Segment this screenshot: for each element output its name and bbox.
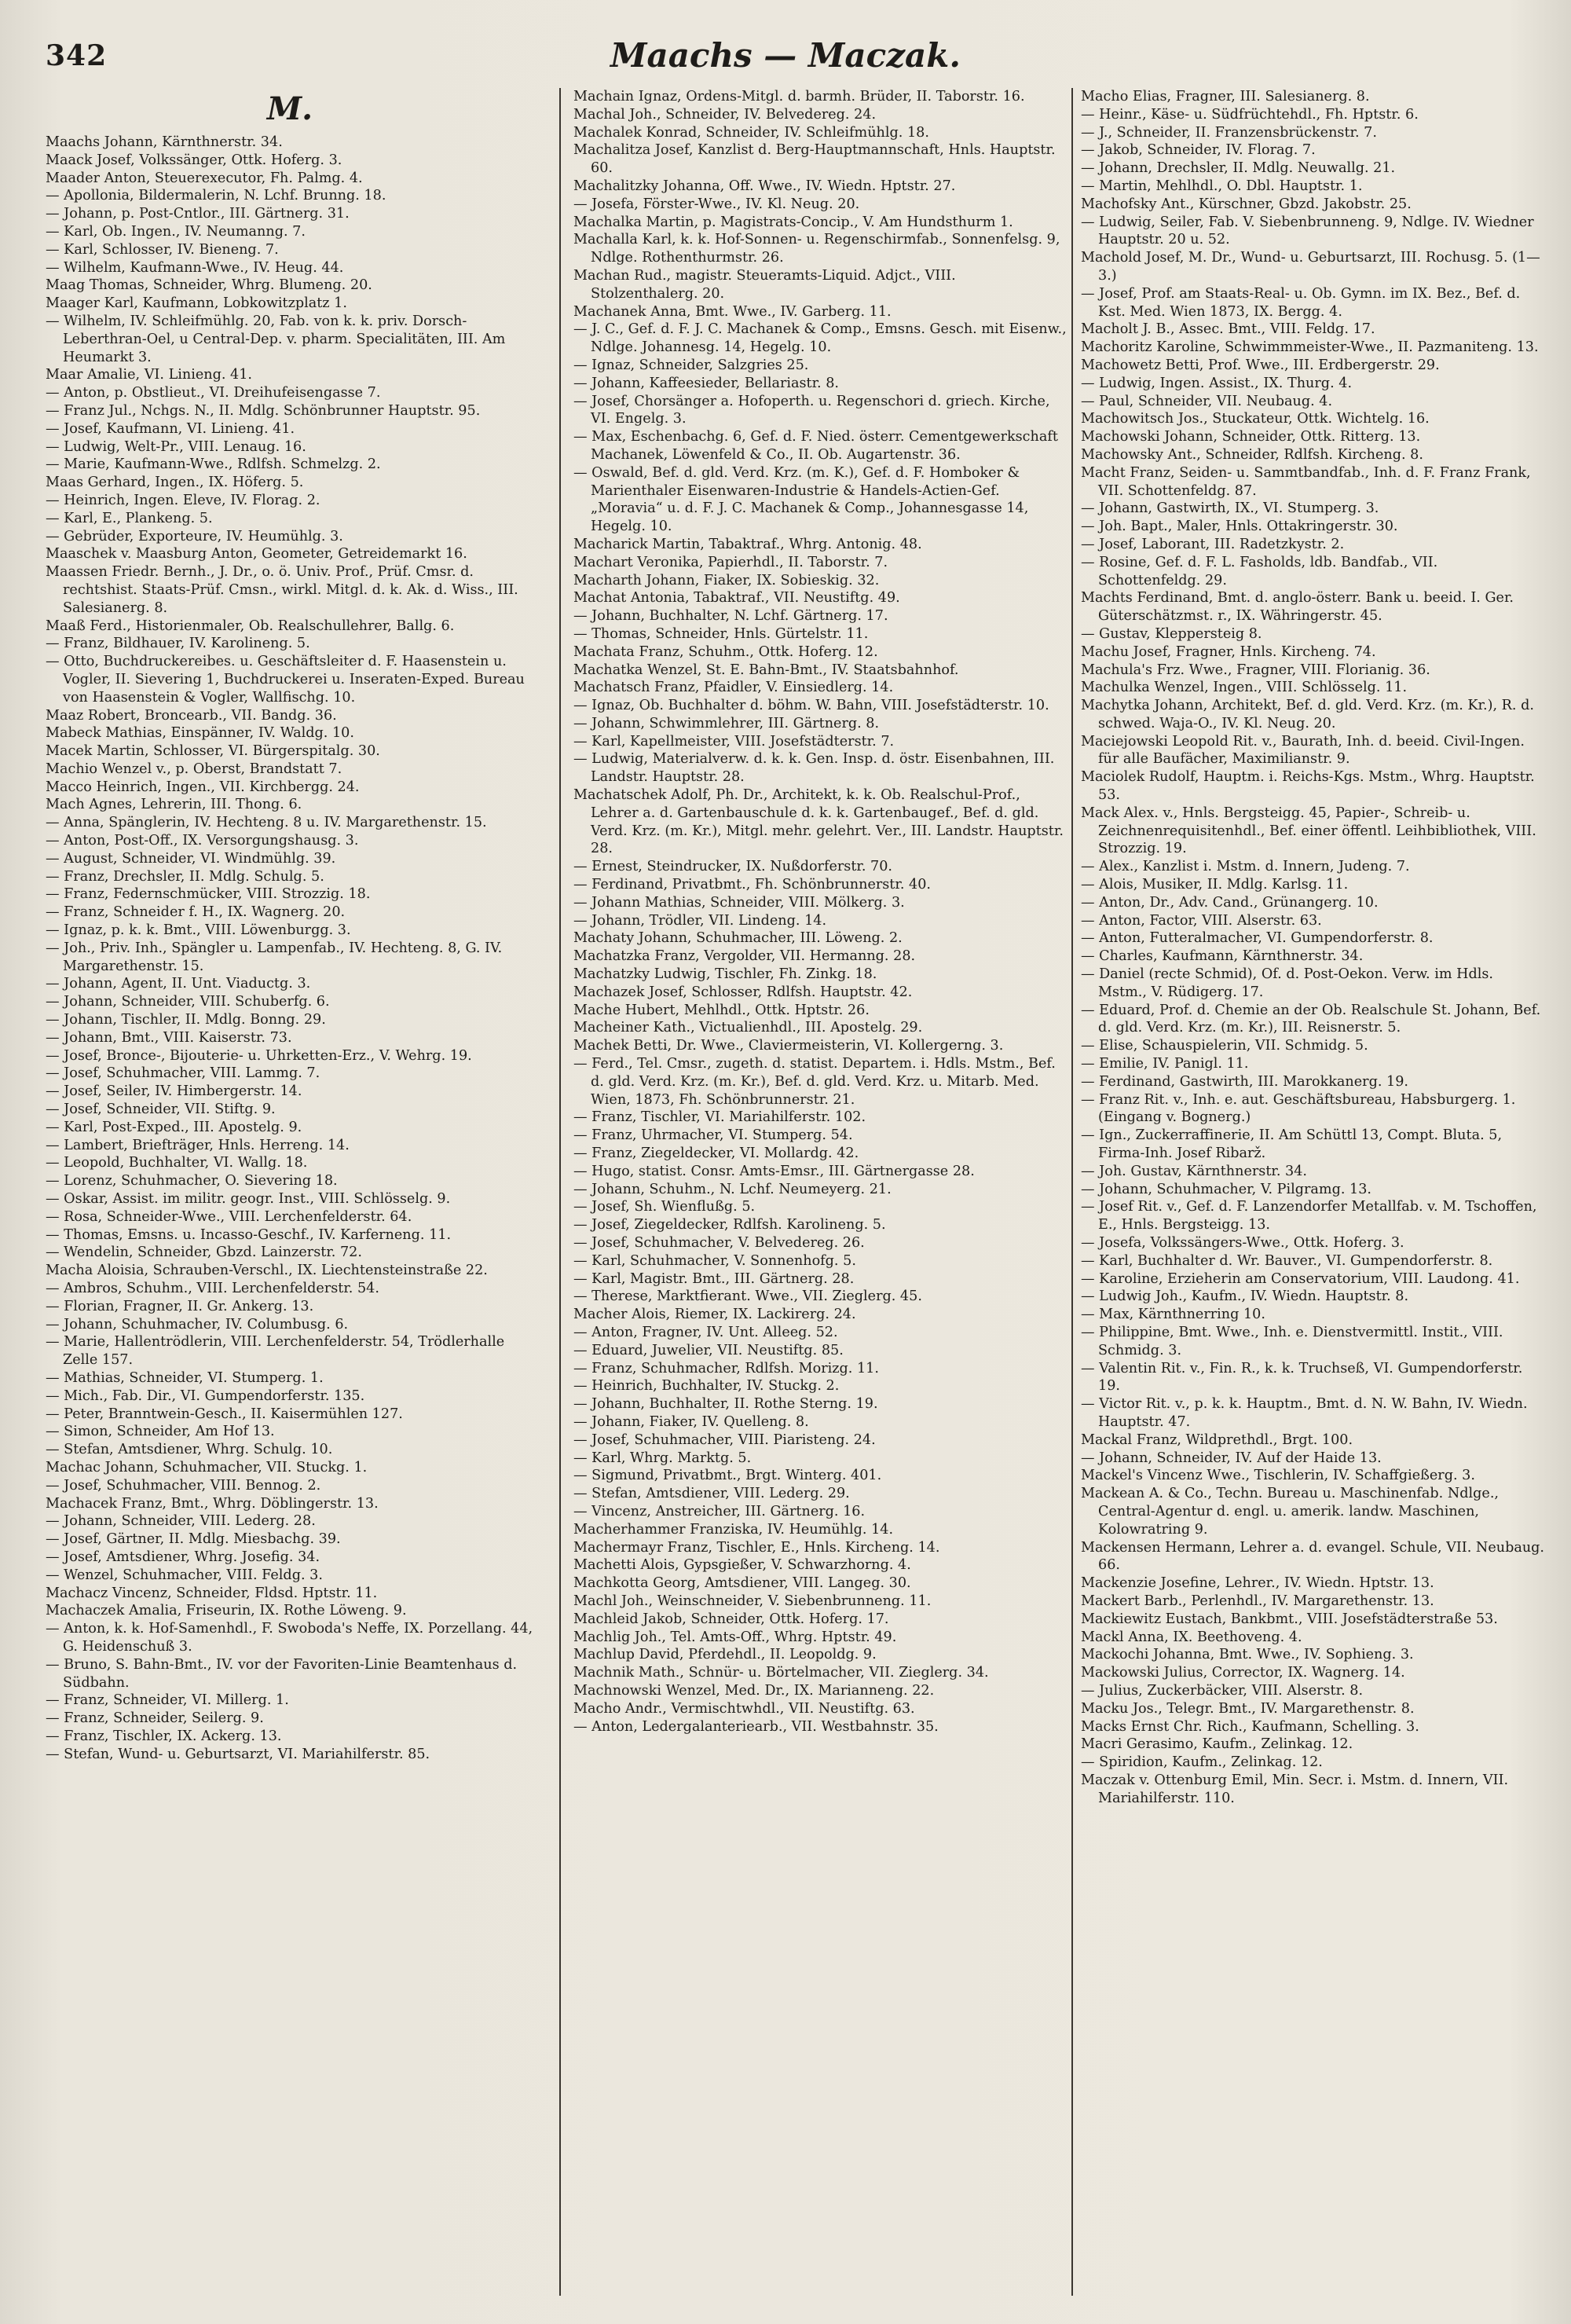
directory-entry: Machazek Josef, Schlosser, Rdlfsh. Hauptstr. 42. [573,984,913,1000]
directory-entry: — Mich., Fab. Dir., VI. Gumpendorferstr. 135. [46,1387,365,1404]
directory-entry: Mackl Anna, IX. Beethoveng. 4. [1081,1629,1302,1645]
directory-entry: — Wilhelm, Kaufmann-Wwe., IV. Heug. 44. [46,259,344,276]
directory-entry: Machowski Johann, Schneider, Ottk. Ritterg. 13. [1081,429,1421,445]
directory-entry: Machat Antonia, Tabaktraf., VII. Neustiftg. 49. [573,590,900,607]
directory-entry: Macco Heinrich, Ingen., VII. Kirchbergg. 24. [46,779,360,795]
directory-entry: — Anton, Fragner, IV. Unt. Alleeg. 52. [573,1324,838,1340]
directory-entry: Maaß Ferd., Historienmaler, Ob. Realschullehrer, Ballg. 6. [46,618,455,634]
directory-entry: Machacek Franz, Bmt., Whrg. Döblingerstr. 13. [46,1495,379,1512]
directory-entry: — Julius, Zuckerbäcker, VIII. Alserstr. 8. [1081,1682,1364,1699]
directory-entry: — Charles, Kaufmann, Kärnthnerstr. 34. [1081,948,1364,965]
directory-entry: — Johann, Schneider, VIII. Lederg. 28. [46,1513,316,1530]
directory-entry: — Alex., Kanzlist i. Mstm. d. Innern, Judeng. 7. [1081,859,1410,875]
directory-entry: — Karl, Magistr. Bmt., III. Gärtnerg. 28. [573,1270,855,1287]
directory-entry: — Josef, Laborant, III. Radetzkystr. 2. [1081,536,1345,552]
directory-entry: Machofsky Ant., Kürschner, Gbzd. Jakobstr. 25. [1081,196,1412,212]
directory-entry: Macharick Martin, Tabaktraf., Whrg. Antonig. 48. [573,536,922,552]
directory-entry: — Franz Rit. v., Inh. e. aut. Geschäftsbureau, Habsburgerg. 1. (Eingang v. Bognerg.) [1081,1091,1516,1126]
directory-entry: — Anton, Factor, VIII. Alserstr. 63. [1081,912,1322,929]
directory-entry: — Ferdinand, Privatbmt., Fh. Schönbrunnerstr. 40. [573,877,932,893]
directory-entry: Machold Josef, M. Dr., Wund- u. Geburtsarzt, III. Rochusg. 5. (1—3.) [1081,250,1540,284]
directory-entry: — Stefan, Amtsdiener, VIII. Lederg. 29. [573,1486,850,1502]
directory-entry: Macherhammer Franziska, IV. Heumühlg. 14. [573,1521,894,1538]
directory-entry: — Hugo, statist. Consr. Amts-Emsr., III. Gärtnergasse 28. [573,1163,975,1179]
directory-entry: — Josef, Kaufmann, VI. Linieng. 41. [46,420,295,437]
directory-entry: — Rosa, Schneider-Wwe., VIII. Lerchenfelderstr. 64. [46,1208,412,1225]
directory-entry: — Ferdinand, Gastwirth, III. Marokkanerg. 19. [1081,1073,1409,1090]
directory-entry: Macha Aloisia, Schrauben-Verschl., IX. Liechtensteinstraße 22. [46,1263,488,1279]
directory-entry: — Karl, Schlosser, IV. Bieneng. 7. [46,241,279,258]
directory-entry: — Victor Rit. v., p. k. k. Hauptm., Bmt. d. N. W. Bahn, IV. Wiedn. Hauptstr. 47. [1081,1396,1528,1430]
directory-entry: — Johann, Gastwirth, IX., VI. Stumperg. 3. [1081,500,1379,517]
directory-entry: Machalek Konrad, Schneider, IV. Schleifmühlg. 18. [573,124,929,141]
page-number: 342 [46,39,108,72]
directory-entry: — Ludwig, Ingen. Assist., IX. Thurg. 4. [1081,375,1353,391]
directory-entry: Mackert Barb., Perlenhdl., IV. Margarethenstr. 13. [1081,1593,1434,1609]
directory-entry: Machaczek Amalia, Friseurin, IX. Rothe Löweng. 9. [46,1603,407,1619]
directory-entry: — Ignaz, Schneider, Salzgries 25. [573,357,809,373]
directory-entry: — Anton, p. Obstlieut., VI. Dreihufeisengasse 7. [46,385,381,401]
directory-entry: — Franz, Uhrmacher, VI. Stumperg. 54. [573,1127,853,1144]
directory-entry: — Johann Mathias, Schneider, VIII. Mölkerg. 3. [573,894,905,911]
directory-entry: — Franz, Bildhauer, IV. Karolineng. 5. [46,636,310,652]
directory-entry: — Johann, Schuhmacher, V. Pilgramg. 13. [1081,1181,1372,1197]
directory-entry: Machlup David, Pferdehdl., II. Leopoldg. 9. [573,1647,877,1663]
directory-entry: — Josef, Schuhmacher, VIII. Piaristeng. 24. [573,1431,876,1448]
directory-entry: — Oswald, Bef. d. gld. Verd. Krz. (m. K.), Gef. d. F. Homboker & Marienthaler Eisenwaren-Industrie & Handels-Actien-Gef. „Moravia“ u. d. F. J. C. Machanek & Comp., Johannesgasse 14, Hegelg. 10. [573,464,1029,535]
directory-entry: Macho Elias, Fragner, III. Salesianerg. 8. [1081,89,1370,104]
directory-entry: Machac Johann, Schuhmacher, VII. Stuckg. 1. [46,1459,368,1475]
directory-entry: — Leopold, Buchhalter, VI. Wallg. 18. [46,1155,308,1171]
directory-entry: Mabeck Mathias, Einspänner, IV. Waldg. 10. [46,725,354,742]
directory-entry: — Ign., Zuckerraffinerie, II. Am Schüttl 13, Compt. Bluta. 5, Firma-Inh. Josef Ribarž. [1081,1127,1503,1162]
directory-entry: Machio Wenzel v., p. Oberst, Brandstatt 7. [46,761,342,777]
column-divider [559,88,561,2296]
directory-entry: Maager Karl, Kaufmann, Lobkowitzplatz 1. [46,295,347,312]
directory-entry: Machalla Karl, k. k. Hof-Sonnen- u. Regenschirmfab., Sonnenfelsg. 9, Ndlge. Rothenthurmstr. 26. [573,232,1060,266]
directory-entry: Mackel's Vincenz Wwe., Tischlerin, IV. Schaffgießerg. 3. [1081,1468,1475,1484]
directory-entry: — Eduard, Juwelier, VII. Neustiftg. 85. [573,1342,844,1358]
directory-entry: — Karl, Schuhmacher, V. Sonnenhofg. 5. [573,1252,856,1269]
directory-entry: Maaz Robert, Broncearb., VII. Bandg. 36. [46,707,337,724]
directory-entry: — Josef, Ziegeldecker, Rdlfsh. Karolineng. 5. [573,1217,886,1233]
directory-entry: — Ferd., Tel. Cmsr., zugeth. d. statist. Departem. i. Hdls. Mstm., Bef. d. gld. Verd. Krz. (m. Kr.), Bef. d. gld. Verd. Krz. u. Mitarb. Med. Wien, 1873, Fh. Schönbrunnerstr. 21. [573,1056,1056,1108]
directory-entry: Maciolek Rudolf, Hauptm. i. Reichs-Kgs. Mstm., Whrg. Hauptstr. 53. [1081,769,1535,804]
directory-entry: Macho Andr., Vermischtwhdl., VII. Neustiftg. 63. [573,1700,915,1717]
directory-entry: Mackenzie Josefine, Lehrer., IV. Wiedn. Hptstr. 13. [1081,1575,1434,1592]
directory-entry: Maachs Johann, Kärnthnerstr. 34. [46,134,283,150]
directory-entry: — Johann, Schneider, VIII. Schuberfg. 6. [46,994,330,1010]
directory-entry: — Johann, Fiaker, IV. Quelleng. 8. [573,1413,809,1430]
directory-entry: Macku Jos., Telegr. Bmt., IV. Margarethenstr. 8. [1081,1700,1415,1717]
directory-entry: Machatka Wenzel, St. E. Bahn-Bmt., IV. Staatsbahnhof. [573,662,959,678]
directory-entry: — Heinrich, Ingen. Eleve, IV. Florag. 2. [46,492,320,508]
directory-entry: Machal Joh., Schneider, IV. Belvedereg. 24. [573,106,877,123]
directory-entry: — Rosine, Gef. d. F. L. Fasholds, ldb. Bandfab., VII. Schottenfeldg. 29. [1081,554,1438,588]
directory-entry: Macheiner Kath., Victualienhdl., III. Apostelg. 29. [573,1020,923,1036]
directory-entry: — Johann, p. Post-Cntlor., III. Gärtnerg. 31. [46,206,350,222]
directory-entry: Machts Ferdinand, Bmt. d. anglo-österr. Bank u. beeid. I. Ger. Güterschätzmst. r., IX. Währingerstr. 45. [1081,590,1514,625]
directory-entry: — Anna, Spänglerin, IV. Hechteng. 8 u. IV. Margarethenstr. 15. [46,815,487,831]
directory-entry: — Johann, Tischler, II. Mdlg. Bonng. 29. [46,1012,326,1028]
directory-entry: Machulka Wenzel, Ingen., VIII. Schlösselg. 11. [1081,680,1408,696]
directory-entry: — Josef, Schneider, VII. Stiftg. 9. [46,1102,276,1118]
directory-entry: Machula's Frz. Wwe., Fragner, VIII. Florianig. 36. [1081,662,1430,678]
directory-entry: — Karl, E., Plankeng. 5. [46,510,213,526]
directory-entry: — Josef, Seiler, IV. Himbergerstr. 14. [46,1083,302,1100]
directory-entry: — Ludwig, Materialverw. d. k. k. Gen. Insp. d. östr. Eisenbahnen, III. Landstr. Hauptstr. 28. [573,751,1055,786]
directory-entry: — Josef Rit. v., Gef. d. F. Lanzendorfer Metallfab. v. M. Tschoffen, E., Hnls. Bergsteigg. 13. [1081,1199,1537,1233]
directory-entry: Maassen Friedr. Bernh., J. Dr., o. ö. Univ. Prof., Prüf. Cmsr. d. rechtshist. Staats-Prüf. Cmsn., wirkl. Mitgl. d. k. Ak. d. Wiss., III. Salesianerg. 8. [46,564,518,616]
directory-entry: — Josef, Prof. am Staats-Real- u. Ob. Gymn. im IX. Bez., Bef. d. Kst. Med. Wien 1873, IX. Bergg. 4. [1081,285,1521,320]
directory-entry: — Franz Jul., Nchgs. N., II. Mdlg. Schönbrunner Hauptstr. 95. [46,402,481,419]
directory-entry: — Max, Eschenbachg. 6, Gef. d. F. Nied. österr. Cementgewerkschaft Machanek, Löwenfeld & Co., II. Ob. Augartenstr. 36. [573,429,1058,463]
directory-entry: Machan Rud., magistr. Steueramts-Liquid. Adjct., VIII. Stolzenthalerg. 20. [573,267,956,302]
directory-entry: — August, Schneider, VI. Windmühlg. 39. [46,850,336,867]
section-letter: M. [266,90,313,127]
directory-entry: Mack Alex. v., Hnls. Bergsteigg. 45, Papier-, Schreib- u. Zeichnenrequisitenhdl., Bef. einer öffentl. Leihbibliothek, VIII. Strozzig. 19. [1081,805,1536,857]
directory-entry: — Ludwig, Welt-Pr., VIII. Lenaug. 16. [46,438,306,455]
directory-entry: — Gustav, Kleppersteig 8. [1081,625,1262,642]
directory-entry: — Josef, Chorsänger a. Hofoperth. u. Regenschori d. griech. Kirche, VI. Engelg. 3. [573,393,1050,427]
directory-entry: — Stefan, Amtsdiener, Whrg. Schulg. 10. [46,1442,333,1458]
directory-entry: — Franz, Schneider f. H., IX. Wagnerg. 20. [46,904,346,921]
directory-entry: Machacz Vincenz, Schneider, Fldsd. Hptstr. 11. [46,1585,378,1601]
directory-entry: Machnik Math., Schnür- u. Börtelmacher, VII. Zieglerg. 34. [573,1665,989,1681]
directory-entry: — Alois, Musiker, II. Mdlg. Karlsg. 11. [1081,877,1349,893]
directory-entry: — Karoline, Erzieherin am Conservatorium, VIII. Laudong. 41. [1081,1270,1520,1287]
directory-entry: Machermayr Franz, Tischler, E., Hnls. Kircheng. 14. [573,1539,940,1556]
directory-entry: — Josef, Schuhmacher, VIII. Bennog. 2. [46,1477,321,1494]
directory-entry: — Josef, Schuhmacher, V. Belvedereg. 26. [573,1235,865,1251]
directory-entry: — Johann, Schneider, IV. Auf der Haide 13. [1081,1450,1382,1466]
directory-entry: — Lorenz, Schuhmacher, O. Sievering 18. [46,1173,338,1189]
directory-entry: Maar Amalie, VI. Linieng. 41. [46,367,253,383]
directory-entry: — Ignaz, p. k. k. Bmt., VIII. Löwenburgg. 3. [46,922,351,939]
directory-entry: — J. C., Gef. d. F. J. C. Machanek & Comp., Emsns. Gesch. mit Eisenw., Ndlge. Johannesg. 14, Hegelg. 10. [573,321,1067,356]
directory-entry: — Apollonia, Bildermalerin, N. Lchf. Brunng. 18. [46,188,386,204]
directory-entry: — Josefa, Volkssängers-Wwe., Ottk. Hoferg. 3. [1081,1235,1404,1251]
directory-entry: Maczak v. Ottenburg Emil, Min. Secr. i. Mstm. d. Innern, VII. Mariahilferstr. 110. [1081,1772,1509,1806]
directory-entry: — Franz, Federnschmücker, VIII. Strozzig. 18. [46,886,371,903]
directory-entry: — Therese, Marktfierant. Wwe., VII. Zieglerg. 45. [573,1288,922,1305]
directory-entry: Machl Joh., Weinschneider, V. Siebenbrunneng. 11. [573,1593,932,1609]
directory-entry: — Jakob, Schneider, IV. Florag. 7. [1081,142,1316,159]
directory-entry: — Heinr., Käse- u. Südfrüchtehdl., Fh. Hptstr. 6. [1081,106,1419,123]
directory-entry: — Ambros, Schuhm., VIII. Lerchenfelderstr. 54. [46,1281,379,1296]
directory-entry: Macek Martin, Schlosser, VI. Bürgerspitalg. 30. [46,743,380,760]
directory-entry: Machu Josef, Fragner, Hnls. Kircheng. 74. [1081,643,1376,660]
directory-entry: — Johann, Agent, II. Unt. Viaductg. 3. [46,976,311,992]
directory-entry: — Franz, Tischler, VI. Mariahilferstr. 102. [573,1109,866,1126]
directory-entry: Machlig Joh., Tel. Amts-Off., Whrg. Hptstr. 49. [573,1629,897,1645]
directory-entry: Machata Franz, Schuhm., Ottk. Hoferg. 12. [573,643,878,660]
directory-entry: — Johann, Buchhalter, II. Rothe Sterng. 19. [573,1396,878,1413]
directory-entry: — Elise, Schauspielerin, VII. Schmidg. 5. [1081,1038,1368,1054]
directory-entry: — Sigmund, Privatbmt., Brgt. Winterg. 401. [573,1468,882,1484]
directory-entry: — Wilhelm, IV. Schleifmühlg. 20, Fab. von k. k. priv. Dorsch-Leberthran-Oel, u Central-Dep. v. pharm. Specialitäten, III. Am Heumarkt 3. [46,313,506,365]
directory-entry: — Mathias, Schneider, VI. Stumperg. 1. [46,1369,324,1386]
directory-entry: Machart Veronika, Papierhdl., II. Taborstr. 7. [573,554,888,570]
directory-entry: Machatzky Ludwig, Tischler, Fh. Zinkg. 18. [573,966,877,983]
directory-entry: — Josef, Bronce-, Bijouterie- u. Uhrketten-Erz., V. Wehrg. 19. [46,1047,472,1064]
directory-entry: Maader Anton, Steuerexecutor, Fh. Palmg. 4. [46,170,363,186]
directory-entry: Macholt J. B., Assec. Bmt., VIII. Feldg. 17. [1081,321,1375,338]
directory-entry: — Karl, Post-Exped., III. Apostelg. 9. [46,1119,302,1135]
directory-entry: Maciejowski Leopold Rit. v., Baurath, Inh. d. beeid. Civil-Ingen. für alle Baufächer, Maximilianstr. 9. [1081,733,1525,768]
directory-entry: Mackean A. & Co., Techn. Bureau u. Maschinenfab. Ndlge., Central-Agentur d. engl. u. amerik. landw. Maschinen, Kolowratring 9. [1081,1486,1500,1538]
directory-entry: — Joh. Bapt., Maler, Hnls. Ottakringerstr. 30. [1081,519,1398,535]
directory-entry: Machkotta Georg, Amtsdiener, VIII. Langeg. 30. [573,1575,911,1592]
directory-entry: Mackochi Johanna, Bmt. Wwe., IV. Sophieng. 3. [1081,1647,1414,1663]
directory-entry: — Anton, Post-Off., IX. Versorgungshausg. 3. [46,833,359,849]
directory-entry: Macks Ernst Chr. Rich., Kaufmann, Schelling. 3. [1081,1718,1419,1735]
directory-entry: Machanek Anna, Bmt. Wwe., IV. Garberg. 11. [573,303,892,320]
directory-entry: — Johann, Drechsler, II. Mdlg. Neuwallg. 21. [1081,160,1396,177]
directory-entry: Machleid Jakob, Schneider, Ottk. Hoferg. 17. [573,1611,889,1627]
directory-entry: — Ernest, Steindrucker, IX. Nußdorferstr. 70. [573,859,893,875]
directory-entry: — Martin, Mehlhdl., O. Dbl. Hauptstr. 1. [1081,178,1363,194]
directory-entry: — Heinrich, Buchhalter, IV. Stuckg. 2. [573,1378,840,1395]
directory-entry: — Wendelin, Schneider, Gbzd. Lainzerstr. 72. [46,1244,362,1261]
directory-entry: — Stefan, Wund- u. Geburtsarzt, VI. Mariahilferstr. 85. [46,1746,430,1762]
directory-entry: Machaty Johann, Schuhmacher, III. Löweng. 2. [573,930,903,947]
directory-entry: — Franz, Drechsler, II. Mdlg. Schulg. 5. [46,868,324,885]
directory-entry: — Max, Kärnthnerring 10. [1081,1307,1265,1323]
directory-entry: — Karl, Buchhalter d. Wr. Bauver., VI. Gumpendorferstr. 8. [1081,1252,1493,1269]
directory-entry: — Lambert, Briefträger, Hnls. Herreng. 14. [46,1137,350,1153]
directory-entry: — Philippine, Bmt. Wwe., Inh. e. Dienstvermittl. Instit., VIII. Schmidg. 3. [1081,1324,1503,1358]
directory-entry: — Josef, Gärtner, II. Mdlg. Miesbachg. 39. [46,1531,341,1548]
directory-entry: — Karl, Ob. Ingen., IV. Neumanng. 7. [46,223,306,240]
directory-entry: — Franz, Schneider, VI. Millerg. 1. [46,1692,289,1709]
directory-entry: — Ludwig, Seiler, Fab. V. Siebenbrunneng. 9, Ndlge. IV. Wiedner Hauptstr. 20 u. 52. [1081,214,1534,248]
directory-entry: — Vincenz, Anstreicher, III. Gärtnerg. 16. [573,1503,866,1519]
directory-entry: Machowetz Betti, Prof. Wwe., III. Erdbergerstr. 29. [1081,357,1440,373]
directory-entry: — Franz, Ziegeldecker, VI. Mollardg. 42. [573,1146,859,1162]
directory-entry: — Valentin Rit. v., Fin. R., k. k. Truchseß, VI. Gumpendorferstr. 19. [1081,1360,1523,1395]
directory-entry: Macher Alois, Riemer, IX. Lackirerg. 24. [573,1307,856,1323]
directory-entry: — Johann, Trödler, VII. Lindeng. 14. [573,912,827,929]
directory-entry: Machatzka Franz, Vergolder, VII. Hermanng. 28. [573,948,916,965]
directory-entry: Machatschek Adolf, Ph. Dr., Architekt, k. k. Ob. Realschul-Prof., Lehrer a. d. Gartenbauschule d. k. k. Gartenbaugef., Bef. d. gld. Verd. Krz. (m. Kr.), Mitgl. mehr. gelehrt. Ver., III. Landstr. Hauptstr. 28. [573,787,1064,857]
directory-entry: — Daniel (recte Schmid), Of. d. Post-Oekon. Verw. im Hdls. Mstm., V. Rüdigerg. 17. [1081,966,1493,1000]
directory-entry: — Marie, Kaufmann-Wwe., Rdlfsh. Schmelzg. 2. [46,456,381,473]
directory-entry: — J., Schneider, II. Franzensbrückenstr. 7. [1081,124,1377,141]
directory-entry: Machatsch Franz, Pfaidler, V. Einsiedlerg. 14. [573,680,894,696]
directory-entry: — Ignaz, Ob. Buchhalter d. böhm. W. Bahn, VIII. Josefstädterstr. 10. [573,698,1049,714]
column-1 [46,88,534,2311]
directory-entry: — Josef, Sh. Wienflußg. 5. [573,1199,756,1215]
directory-entry: Mach Agnes, Lehrerin, III. Thong. 6. [46,797,302,813]
directory-entry: Machoritz Karoline, Schwimmmeister-Wwe., II. Pazmaniteng. 13. [1081,339,1539,356]
directory-entry: Machetti Alois, Gypsgießer, V. Schwarzhorng. 4. [573,1557,911,1574]
directory-entry: — Wenzel, Schuhmacher, VIII. Feldg. 3. [46,1567,323,1583]
directory-entry: Mache Hubert, Mehlhdl., Ottk. Hptstr. 26. [573,1002,870,1018]
directory-entry: Machowsky Ant., Schneider, Rdlfsh. Kircheng. 8. [1081,446,1423,463]
directory-entry: — Anton, Dr., Adv. Cand., Grünangerg. 10. [1081,894,1379,911]
directory-entry: Maag Thomas, Schneider, Whrg. Blumeng. 20. [46,277,372,294]
directory-entry: Machowitsch Jos., Stuckateur, Ottk. Wichtelg. 16. [1081,411,1430,427]
directory-entry: — Franz, Schuhmacher, Rdlfsh. Morizg. 11. [573,1360,879,1376]
directory-entry: Machalitzky Johanna, Off. Wwe., IV. Wiedn. Hptstr. 27. [573,178,956,194]
directory-entry: — Johann, Kaffeesieder, Bellariastr. 8. [573,375,840,391]
directory-entry: Maack Josef, Volkssänger, Ottk. Hoferg. 3. [46,152,342,168]
directory-entry: — Bruno, S. Bahn-Bmt., IV. vor der Favoriten-Linie Beamtenhaus d. Südbahn. [46,1656,518,1691]
directory-entry: Macht Franz, Seiden- u. Sammtbandfab., Inh. d. F. Franz Frank, VII. Schottenfeldg. 87. [1081,464,1531,499]
directory-entry: Maaschek v. Maasburg Anton, Geometer, Getreidemarkt 16. [46,546,467,563]
directory-entry: Macharth Johann, Fiaker, IX. Sobieskig. 32. [573,572,880,588]
running-head: Maachs — Maczak. [610,36,961,75]
directory-entry: — Paul, Schneider, VII. Neubaug. 4. [1081,393,1333,409]
directory-entry: — Thomas, Emsns. u. Incasso-Geschf., IV. Karferneng. 11. [46,1226,452,1243]
directory-entry: — Joh. Gustav, Kärnthnerstr. 34. [1081,1163,1308,1179]
directory-entry: — Karl, Whrg. Marktg. 5. [573,1450,752,1466]
directory-entry: Machalka Martin, p. Magistrats-Concip., V. Am Hundsthurm 1. [573,214,1013,230]
directory-entry: Macri Gerasimo, Kaufm., Zelinkag. 12. [1081,1736,1353,1753]
directory-entry: Mackiewitz Eustach, Bankbmt., VIII. Josefstädterstraße 53. [1081,1611,1498,1627]
directory-entry: — Joh., Priv. Inh., Spängler u. Lampenfab., IV. Hechteng. 8, G. IV. Margarethenstr. 15. [46,940,503,974]
directory-entry: — Karl, Kapellmeister, VIII. Josefstädterstr. 7. [573,733,895,750]
directory-entry: — Spiridion, Kaufm., Zelinkag. 12. [1081,1754,1323,1771]
directory-entry: — Johann, Schuhmacher, IV. Columbusg. 6. [46,1316,349,1332]
directory-entry: — Franz, Tischler, IX. Ackerg. 13. [46,1728,282,1744]
directory-entry: — Anton, Ledergalanteriearb., VII. Westbahnstr. 35. [573,1718,939,1735]
directory-entry: Maas Gerhard, Ingen., IX. Höferg. 5. [46,475,304,491]
directory-entry: Machek Betti, Dr. Wwe., Claviermeisterin, VI. Kollergerng. 3. [573,1038,1004,1054]
column-2 [573,88,1067,2311]
directory-entry: — Johann, Schwimmlehrer, III. Gärtnerg. 8. [573,715,880,731]
directory-entry: — Thomas, Schneider, Hnls. Gürtelstr. 11. [573,625,869,642]
directory-entry: Machytka Johann, Architekt, Bef. d. gld. Verd. Krz. (m. Kr.), R. d. schwed. Waja-O., IV. Kl. Neug. 20. [1081,698,1534,731]
directory-entry: — Otto, Buchdruckereibes. u. Geschäftsleiter d. F. Haasenstein u. Vogler, II. Sievering 1, Buchdruckerei u. Inseraten-Exped. Bureau von Haasenstein & Vogler, Wallfischg. 10. [46,654,525,706]
directory-entry: — Peter, Branntwein-Gesch., II. Kaisermühlen 127. [46,1406,403,1422]
directory-entry: — Ludwig Joh., Kaufm., IV. Wiedn. Hauptstr. 8. [1081,1288,1409,1305]
directory-entry: — Marie, Hallentrödlerin, VIII. Lerchenfelderstr. 54, Trödlerhalle Zelle 157. [46,1334,505,1369]
directory-entry: — Franz, Schneider, Seilerg. 9. [46,1710,264,1727]
directory-entry: — Johann, Schuhm., N. Lchf. Neumeyerg. 21. [573,1181,892,1197]
directory-entry: — Johann, Bmt., VIII. Kaiserstr. 73. [46,1029,292,1046]
directory-entry: — Simon, Schneider, Am Hof 13. [46,1424,275,1440]
directory-entry: — Anton, k. k. Hof-Samenhdl., F. Swoboda's Neffe, IX. Porzellang. 44, G. Heidenschuß 3. [46,1621,533,1655]
directory-entry: Mackowski Julius, Corrector, IX. Wagnerg. 14. [1081,1665,1405,1681]
directory-entry: — Josefa, Förster-Wwe., IV. Kl. Neug. 20. [573,196,860,212]
directory-entry: — Gebrüder, Exporteure, IV. Heumühlg. 3. [46,528,343,544]
column-3 [1081,88,1544,2311]
directory-entry: — Oskar, Assist. im militr. geogr. Inst., VIII. Schlösselg. 9. [46,1191,451,1208]
directory-entry: Machalitza Josef, Kanzlist d. Berg-Hauptmannschaft, Hnls. Hauptstr. 60. [573,142,1056,177]
directory-entry: Machnowski Wenzel, Med. Dr., IX. Marianneng. 22. [573,1682,935,1699]
directory-entry: — Josef, Amtsdiener, Whrg. Josefig. 34. [46,1549,320,1565]
directory-entry: — Josef, Schuhmacher, VIII. Lammg. 7. [46,1065,320,1082]
directory-entry: Machain Ignaz, Ordens-Mitgl. d. barmh. Brüder, II. Taborstr. 16. [573,89,1025,104]
directory-entry: — Johann, Buchhalter, N. Lchf. Gärtnerg. 17. [573,608,888,625]
directory-entry: — Florian, Fragner, II. Gr. Ankerg. 13. [46,1298,314,1314]
directory-entry: — Anton, Futteralmacher, VI. Gumpendorferstr. 8. [1081,930,1434,947]
column-divider [1071,88,1073,2296]
directory-entry: — Eduard, Prof. d. Chemie an der Ob. Realschule St. Johann, Bef. d. gld. Verd. Krz. (m. Kr.), III. Reisnerstr. 5. [1081,1002,1541,1036]
directory-entry: Mackensen Hermann, Lehrer a. d. evangel. Schule, VII. Neubaug. 66. [1081,1539,1544,1574]
directory-entry: — Emilie, IV. Panigl. 11. [1081,1056,1249,1072]
directory-entry: Mackal Franz, Wildprethdl., Brgt. 100. [1081,1431,1353,1448]
page-header [39,33,1532,88]
